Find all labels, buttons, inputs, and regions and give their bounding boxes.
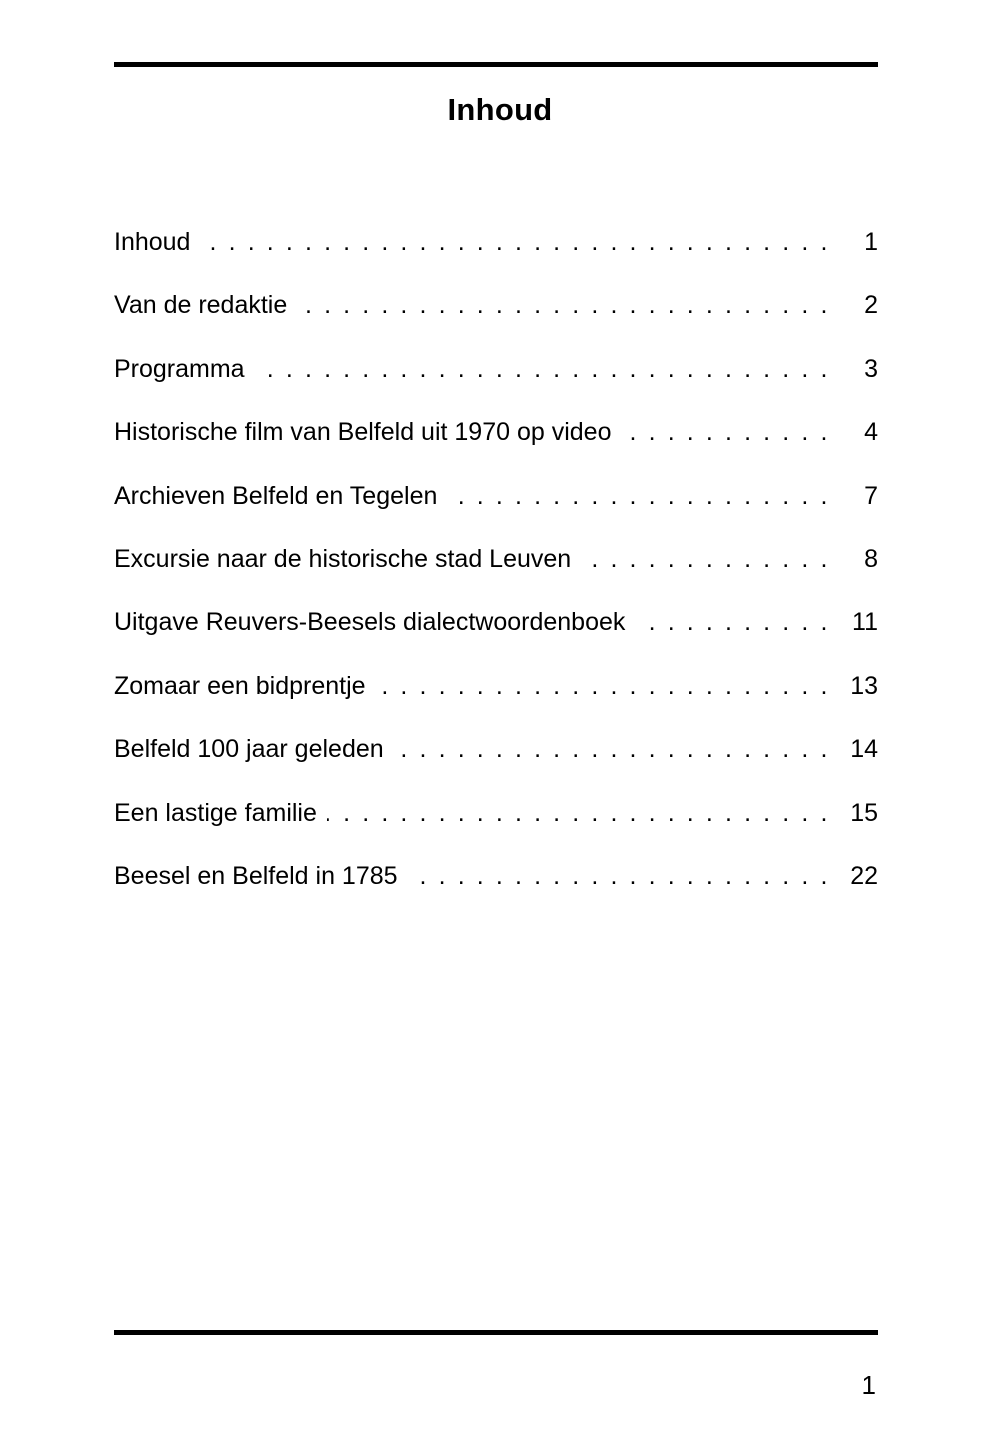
- toc-dot-leader: [394, 729, 830, 769]
- toc-dot-leader: [297, 285, 830, 325]
- toc-entry: [114, 349, 878, 412]
- toc-entry-page: 22: [850, 861, 878, 890]
- toc-dot-leader: [255, 349, 830, 389]
- toc-entry-title: Archieven Belfeld en Tegelen: [114, 481, 438, 510]
- toc-entry-title: Belfeld 100 jaar geleden: [114, 735, 384, 764]
- toc-entry: [114, 793, 878, 856]
- toc-entry: [114, 666, 878, 729]
- top-rule: [114, 62, 878, 67]
- toc-dot-leader: [408, 856, 830, 896]
- toc-entry-page: 15: [850, 798, 878, 827]
- toc-entry-page: 8: [864, 544, 878, 573]
- toc-entry-title: Een lastige familie: [114, 798, 317, 827]
- toc-dot-leader: [327, 793, 830, 833]
- toc-entry-page: 7: [864, 481, 878, 510]
- toc-entry-page: 2: [864, 291, 878, 320]
- table-of-contents: [114, 222, 878, 919]
- toc-entry-page: 4: [864, 418, 878, 447]
- toc-entry: [114, 285, 878, 348]
- toc-entry-title: Zomaar een bidprentje: [114, 671, 366, 700]
- toc-entry-page: 3: [864, 354, 878, 383]
- page-title: Inhoud: [447, 92, 553, 127]
- toc-entry: [114, 856, 878, 919]
- bottom-rule: [114, 1330, 878, 1335]
- toc-entry-title: Beesel en Belfeld in 1785: [114, 861, 398, 890]
- toc-entry-title: Excursie naar de historische stad Leuven: [114, 544, 572, 573]
- toc-entry-page: 11: [852, 608, 878, 637]
- toc-entry: [114, 476, 878, 539]
- toc-dot-leader: [200, 222, 830, 262]
- toc-entry-page: 13: [850, 671, 878, 700]
- toc-entry: [114, 729, 878, 792]
- toc-dot-leader: [622, 412, 831, 452]
- toc-entry: [114, 602, 878, 665]
- toc-dot-leader: [581, 539, 830, 579]
- toc-entry-title: Uitgave Reuvers-Beesels dialectwoordenboek: [114, 608, 626, 637]
- toc-entry: [114, 412, 878, 475]
- toc-entry: [114, 539, 878, 602]
- toc-dot-leader: [635, 602, 830, 642]
- toc-entry-title: Van de redaktie: [114, 291, 288, 320]
- toc-entry-title: Historische film van Belfeld uit 1970 op video: [114, 418, 612, 447]
- toc-entry: [114, 222, 878, 285]
- toc-dot-leader: [447, 476, 830, 516]
- toc-entry-title: Programma: [114, 354, 245, 383]
- toc-entry-page: 1: [864, 228, 878, 256]
- toc-entry-title: Inhoud: [114, 228, 191, 256]
- toc-dot-leader: [376, 666, 830, 706]
- toc-entry-page: 14: [850, 735, 878, 764]
- page-number: 1: [861, 1370, 876, 1400]
